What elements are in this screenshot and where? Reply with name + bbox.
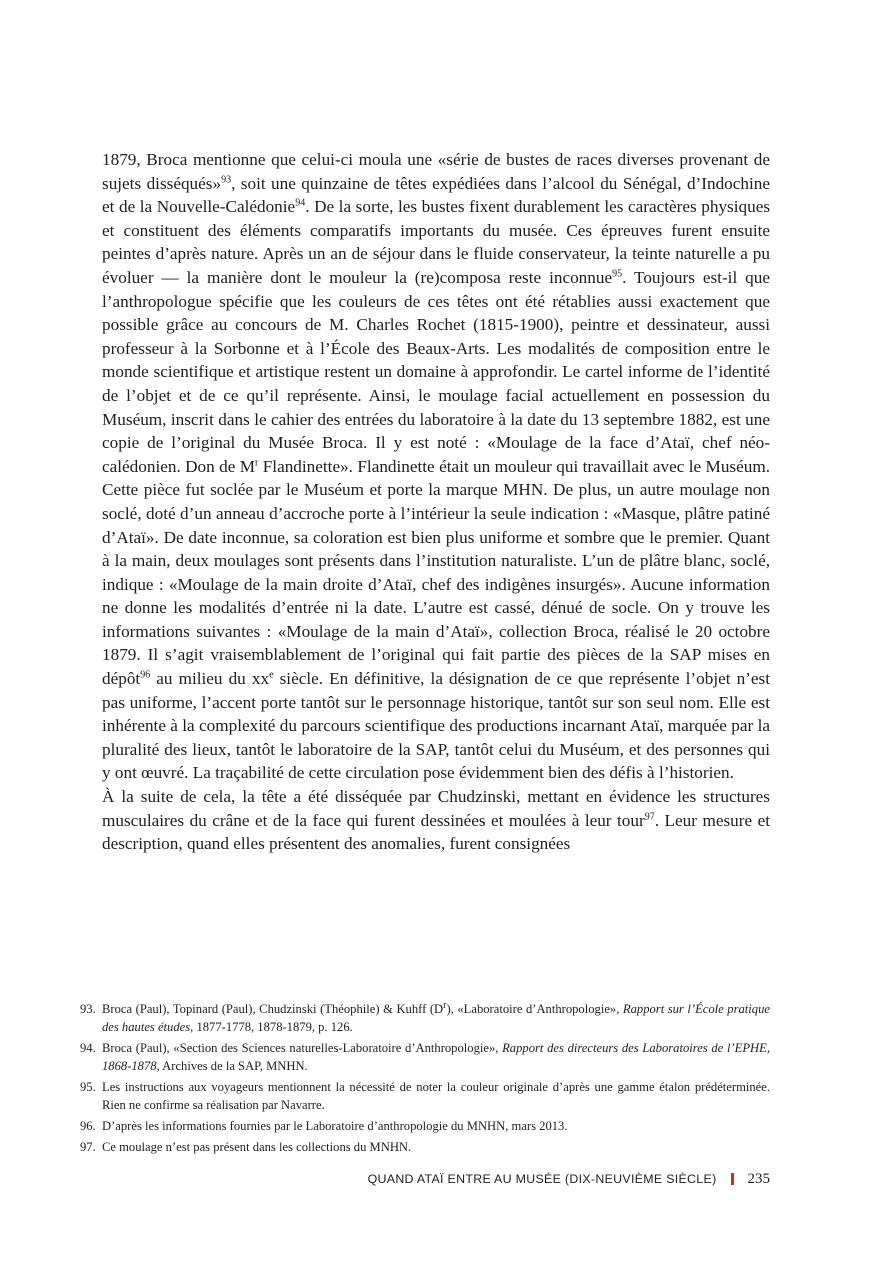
footer-separator-bar [731,1173,734,1185]
text-run: . Leur mesure et description, quand elles présentent des anomalies, furent consignées [102,810,771,854]
text-run: À la suite de cela, la tête a été disséquée par Chudzinski, mettant en évidence les structures musculaires du crâne et de la face qui furent dessinées et moulées à leur tour [102,787,770,830]
body-text [102,148,770,856]
footnote-number: 94. [80,1041,96,1055]
footnote-reference: r [255,456,259,468]
footnote [80,1117,770,1135]
text-run: , soit une quinzaine de têtes expédiées dans l’alcool du Sénégal, d’Indochine et de la Nouvelle-Calédonie [102,173,771,217]
text-run: Flandinette». Flandinette était un mouleur qui travaillait avec le Muséum. Cette pièce fut soclée par le Muséum et porte la marque MHN. De plus, un autre moulage non soclé, doté d’un anneau d’accroche porte à l’intérieur la seule indication : «Masque, plâtre patiné d’Ataï». De date inconnue, sa coloration est bien plus uniforme et sombre que le premier. Quant à la main, deux moulages sont présents dans l’institution naturaliste. L’un de plâtre blanc, soclé, indique : «Moulage de la main droite d’Ataï, chef des indigènes insurgés». Aucune information ne donne les modalités d’entrée ni la date. L’autre est cassé, dénué de socle. On y trouve les informations suivantes : «Moulage de la main d’Ataï», collection Broca, réalisé le 20 octobre 1879. Il s’agit vraisemblablement de l’original qui fait partie des pièces de la SAP mises en dépôt [102,456,771,689]
text-run: au milieu du xx [150,669,270,689]
text-run: Broca (Paul), «Section des Sciences naturelles-Laboratoire d’Anthropologie», [102,1041,503,1055]
footnote-reference: 96 [140,669,151,681]
text-run: 1879, Broca mentionne que celui-ci moula une «série de bustes de races diverses provenant de sujets disséqués» [102,150,770,193]
text-run: , Archives de la SAP, MNHN. [156,1059,308,1073]
running-title: QUAND ATAÏ ENTRE AU MUSÉE (DIX-NEUVIÈME SIÈCLE) [367,1172,717,1186]
text-run: , 1877-1778, 1878-1879, p. 126. [190,1020,353,1034]
footnote-number: 97. [80,1140,96,1154]
text-run: Ce moulage n’est pas présent dans les collections du MNHN. [102,1140,412,1154]
italic-title: Rapport des directeurs des Laboratoires de l’EPHE, 1868-1878 [102,1041,770,1073]
footnote-reference: e [269,669,274,681]
footnote-reference: r [443,999,447,1011]
footnote [80,1138,770,1156]
footnote-text [102,1138,770,1156]
text-run: ), «Laboratoire d’Anthropologie», [446,1002,623,1016]
footnote-reference: 97 [644,810,655,822]
footnote-number: 95. [80,1080,96,1094]
footnote-number: 93. [80,1002,96,1016]
footnote-reference: 94 [295,197,306,209]
footnote-text [102,1039,770,1075]
text-run: siècle. En définitive, la désignation de ce que représente l’objet n’est pas uniforme, l’accent porte tantôt sur le personnage historique, tantôt sur son seul nom. Elle est inhérente à la complexité du parcours scientifique des productions incarnant Ataï, marquée par la pluralité des lieux, tantôt le laboratoire de la SAP, tantôt celui du Muséum, et des personnes qui y ont œuvré. La traçabilité de cette circulation pose évidemment bien des défis à l’historien. [102,669,770,783]
footnote [80,1000,770,1036]
body-paragraph [102,785,770,856]
footnote-text [102,1078,770,1114]
italic-title: Rapport sur l’École pratique des hautes études [102,1002,770,1034]
page-number: 235 [747,1170,770,1187]
text-run: . Toujours est-il que l’anthropologue spécifie que les couleurs de ces têtes ont été rétablies aussi exactement que possible grâce au concours de M. Charles Rochet (1815-1900), peintre et dessinateur, aussi professeur à la Sorbonne et à l’École des Beaux-Arts. Les modalités de composition entre le monde scientifique et artistique restent un domaine à approfondir. Le cartel informe de l’identité de l’objet et de ce qu’il représente. Ainsi, le moulage facial actuellement en possession du Muséum, inscrit dans le cahier des entrées du laboratoire à la date du 13 septembre 1882, est une copie de l’original du Musée Broca. Il y est noté : «Moulage de la face d’Ataï, chef néo-calédonien. Don de M [102,267,770,476]
footnotes [80,1000,770,1159]
footnote-number: 96. [80,1119,96,1133]
footnote [80,1078,770,1114]
running-footer [300,1169,770,1189]
text-run: D’après les informations fournies par le Laboratoire d’anthropologie du MNHN, mars 2013. [102,1119,568,1133]
text-run: Les instructions aux voyageurs mentionnent la nécessité de noter la couleur originale d’après une gamme étalon prédéterminée. Rien ne confirme sa réalisation par Navarre. [102,1080,770,1112]
footnote-text [102,1000,770,1036]
footnote [80,1039,770,1075]
text-run: . De la sorte, les bustes fixent durablement les caractères physiques et constituent des éléments comparatifs importants du musée. Ces épreuves furent ensuite peintes d’après nature. Après un an de séjour dans le fluide conservateur, la teinte naturelle a pu évoluer — la manière dont le mouleur la (re)composa reste inconnue [102,197,771,287]
footnote-reference: 93 [221,173,232,185]
footnote-reference: 95 [612,268,623,280]
footnote-text [102,1117,770,1135]
body-paragraph [102,148,770,785]
text-run: Broca (Paul), Topinard (Paul), Chudzinski (Théophile) & Kuhff (D [102,1002,444,1016]
